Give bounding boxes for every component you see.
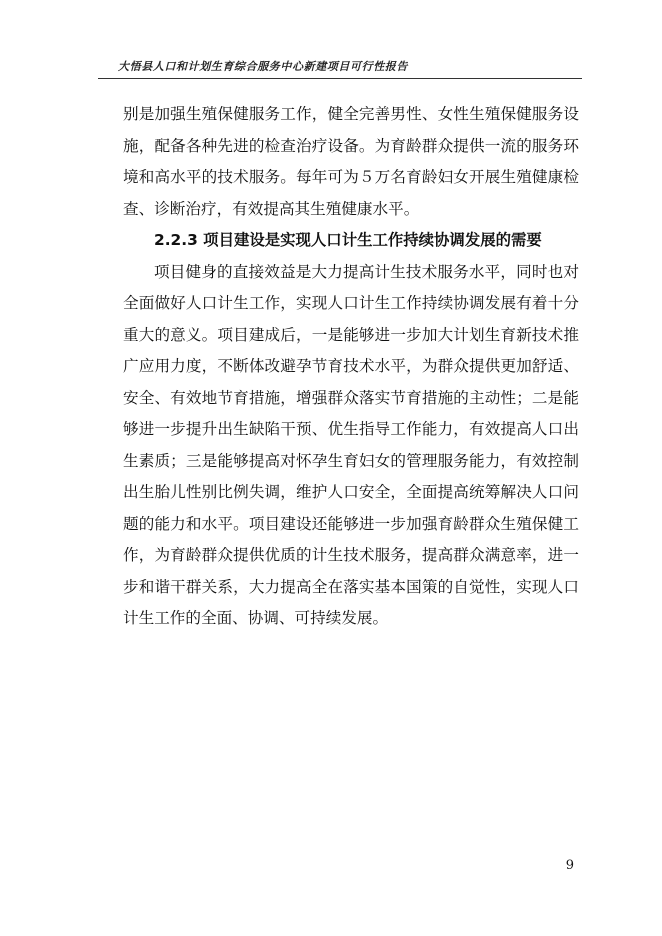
document-body <box>123 99 579 635</box>
paragraph-continued: 别是加强生殖保健服务工作，健全完善男性、女性生殖保健服务设施，配备各种先进的检查治疗设备。为育龄群众提供一流的服务环境和高水平的技术服务。每年可为５万名育龄妇女开展生殖健康检查、诊断治疗，有效提高其生殖健康水平。 <box>123 105 579 218</box>
header-rule <box>98 78 582 79</box>
page-number: 9 <box>565 858 574 873</box>
section-heading: 2.2.3 项目建设是实现人口计生工作持续协调发展的需要 <box>154 231 542 249</box>
paragraph: 项目健身的直接效益是大力提高计生技术服务水平，同时也对全面做好人口计生工作，实现人口计生工作持续协调发展有着十分重大的意义。项目建成后，一是能够进一步加大计划生育新技术推广应用力度，不断体改避孕节育技术水平，为群众提供更加舒适、安全、有效地节育措施，增强群众落实节育措施的主动性；二是能够进一步提升出生缺陷干预、优生指导工作能力，有效提高人口出生素质；三是能够提高对怀孕生育妇女的管理服务能力，有效控制出生胎儿性别比例失调，维护人口安全，全面提高统筹解决人口问题的能力和水平。项目建设还能够进一步加强育龄群众生殖保健工作，为育龄群众提供优质的计生技术服务，提高群众满意率，进一步和谐干群关系，大力提高全在落实基本国策的自觉性，实现人口计生工作的全面、协调、可持续发展。 <box>123 262 579 627</box>
running-header: 大悟县人口和计划生育综合服务中心新建项目可行性报告 <box>118 60 408 73</box>
